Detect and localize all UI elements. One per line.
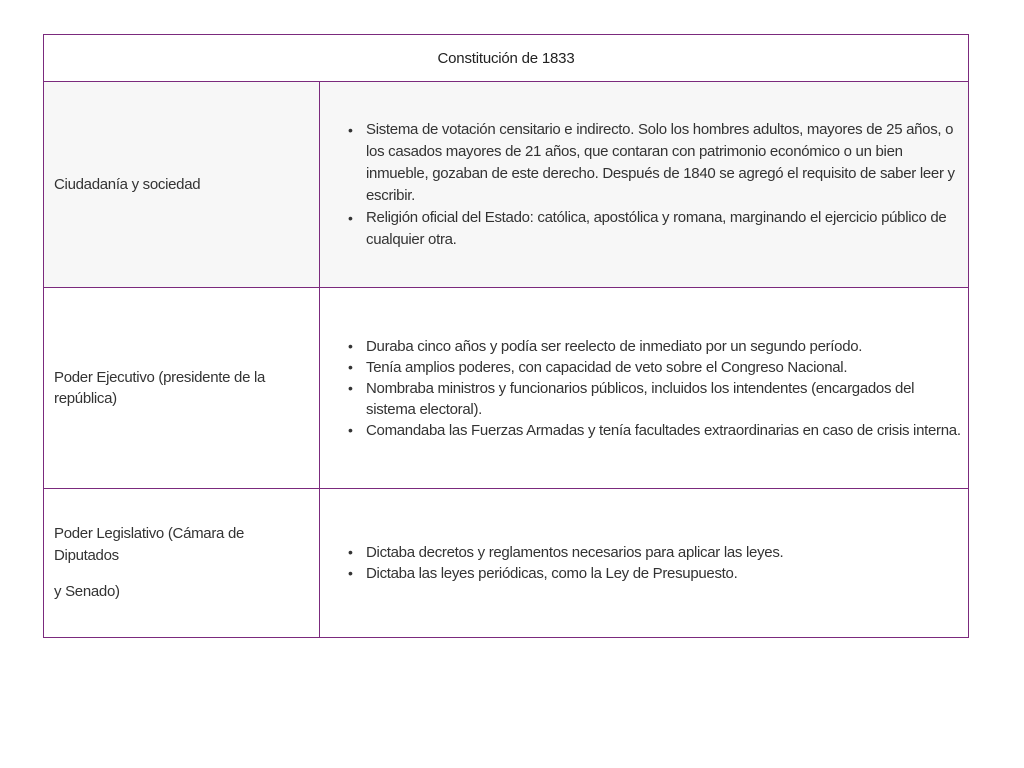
list-item: • Duraba cinco años y podía ser reelecto de inmediato por un segundo período.	[366, 336, 964, 357]
row-label	[44, 489, 320, 638]
list-item: • Dictaba las leyes periódicas, como la Ley de Presupuesto.	[366, 563, 964, 584]
row-label-line: Poder Legislativo (Cámara de	[54, 525, 245, 542]
bullet-list	[344, 119, 964, 251]
bullet-list	[344, 336, 964, 441]
row-content	[320, 288, 969, 489]
row-content	[320, 489, 969, 638]
list-item: • Nombraba ministros y funcionarios públicos, incluidos los intendentes (encargados del sistema electoral).	[366, 378, 964, 420]
list-item: • Sistema de votación censitario e indirecto. Solo los hombres adultos, mayores de 25 años, o los casados mayores de 21 años, que contaran con patrimonio económico o un bien inmueble, gozaban de este derecho. Después de 1840 se agregó el requisito de saber leer y escribir.	[366, 119, 964, 207]
row-label: Poder Ejecutivo (presidente de la república)	[44, 288, 320, 489]
label-spacer	[54, 567, 309, 581]
row-label-line: y Senado)	[54, 583, 120, 600]
list-item: • Comandaba las Fuerzas Armadas y tenía facultades extraordinarias en caso de crisis interna.	[366, 420, 964, 441]
table-row-ciudadania	[44, 82, 969, 288]
row-label: Ciudadanía y sociedad	[44, 82, 320, 288]
table-title: Constitución de 1833	[44, 35, 969, 82]
constitution-table	[43, 34, 969, 638]
list-item: • Religión oficial del Estado: católica, apostólica y romana, marginando el ejercicio público de cualquier otra.	[366, 207, 964, 251]
row-label-line: Diputados	[54, 547, 119, 564]
list-item: • Tenía amplios poderes, con capacidad de veto sobre el Congreso Nacional.	[366, 357, 964, 378]
table-row-poder-legislativo	[44, 489, 969, 638]
bullet-list	[344, 542, 964, 584]
list-item: • Dictaba decretos y reglamentos necesarios para aplicar las leyes.	[366, 542, 964, 563]
row-content	[320, 82, 969, 288]
table-row-poder-ejecutivo	[44, 288, 969, 489]
